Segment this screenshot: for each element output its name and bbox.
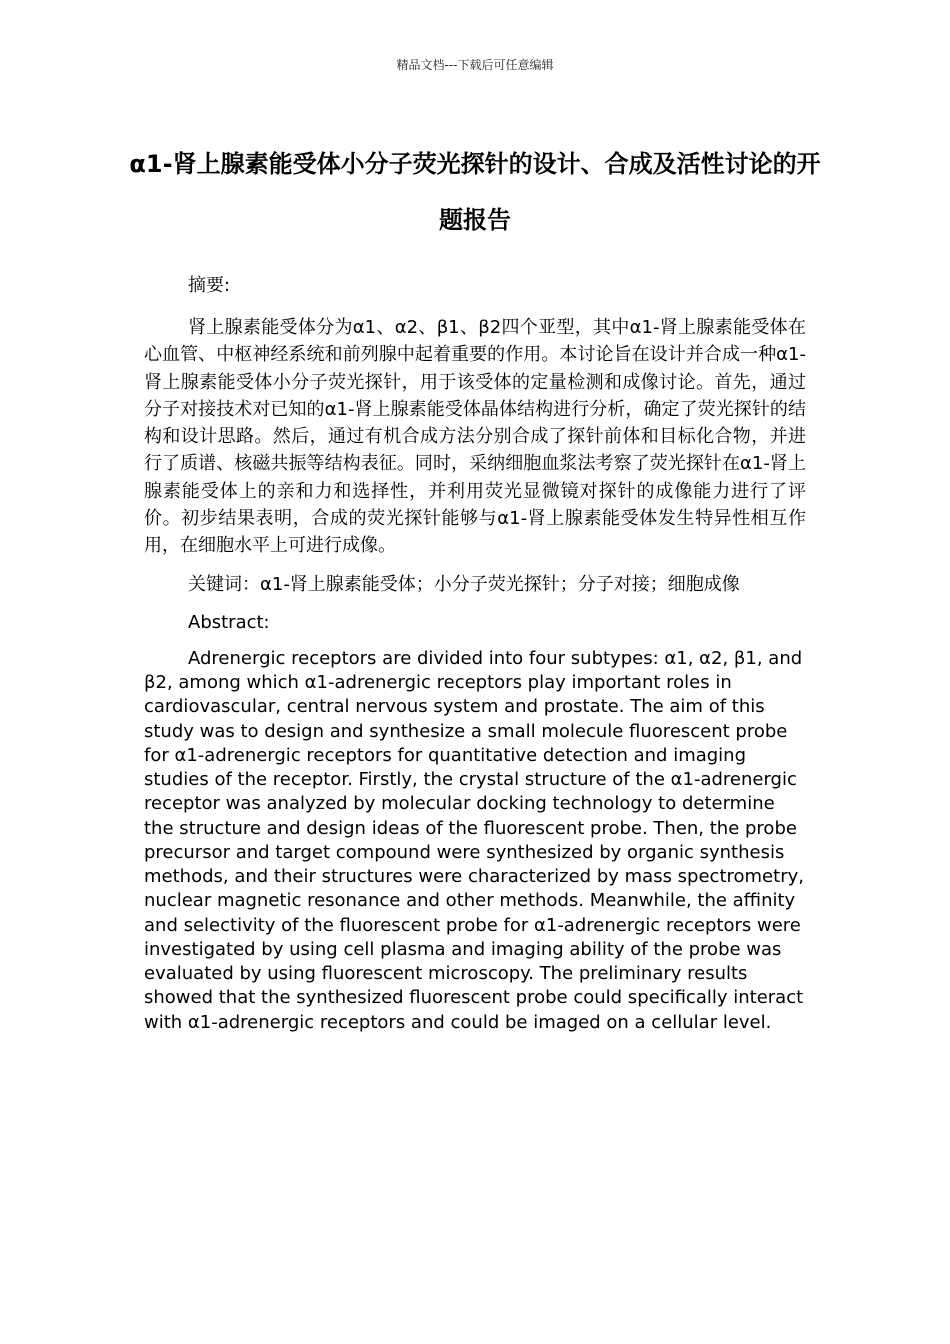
keywords-cn: 关键词：α1-肾上腺素能受体；小分子荧光探针；分子对接；细胞成像: [188, 573, 740, 595]
abstract-cn-label: 摘要:: [188, 275, 231, 296]
abstract-en-body: Adrenergic receptors are divided into four subtypes: α1, α2, β1, and β2, among which α1-adrenergic receptors play important roles in cardiovascular, central nervous system and prostate. The aim of this study was to design and synthesize a small molecule fluorescent probe for α1-adrenergic receptors for quantitative detection and imaging studies of the receptor. Firstly, the crystal structure of the α1-adrenergic receptor was analyzed by molecular docking technology to determine the structure and design ideas of the fluorescent probe. Then, the probe precursor and target compound were synthesized by organic synthesis methods, and their structures were characterized by mass spectrometry, nuclear magnetic resonance and other methods. Meanwhile, the affinity and selectivity of the fluorescent probe for α1-adrenergic receptors were investigated by using cell plasma and imaging ability of the probe was evaluated by using fluorescent microscopy. The preliminary results showed that the synthesized fluorescent probe could specifically interact with α1-adrenergic receptors and could be imaged on a cellular level.: [144, 647, 804, 1033]
document-body: [144, 272, 806, 1035]
header-note: 精品文档---下载后可任意编辑: [396, 58, 554, 72]
document-title: α1-肾上腺素能受体小分子荧光探针的设计、合成及活性讨论的开题报告: [129, 150, 821, 234]
abstract-cn-body: 肾上腺素能受体分为α1、α2、β1、β2四个亚型，其中α1-肾上腺素能受体在心血管、中枢神经系统和前列腺中起着重要的作用。本讨论旨在设计并合成一种α1-肾上腺素能受体小分子荧光探针，用于该受体的定量检测和成像讨论。首先，通过分子对接技术对已知的α1-肾上腺素能受体晶体结构进行分析，确定了荧光探针的结构和设计思路。然后，通过有机合成方法分别合成了探针前体和目标化合物，并进行了质谱、核磁共振等结构表征。同时，采纳细胞血浆法考察了荧光探针在α1-肾上腺素能受体上的亲和力和选择性，并利用荧光显微镜对探针的成像能力进行了评价。初步结果表明，合成的荧光探针能够与α1-肾上腺素能受体发生特异性相互作用，在细胞水平上可进行成像。: [144, 317, 806, 557]
abstract-en-label: Abstract:: [188, 611, 270, 633]
